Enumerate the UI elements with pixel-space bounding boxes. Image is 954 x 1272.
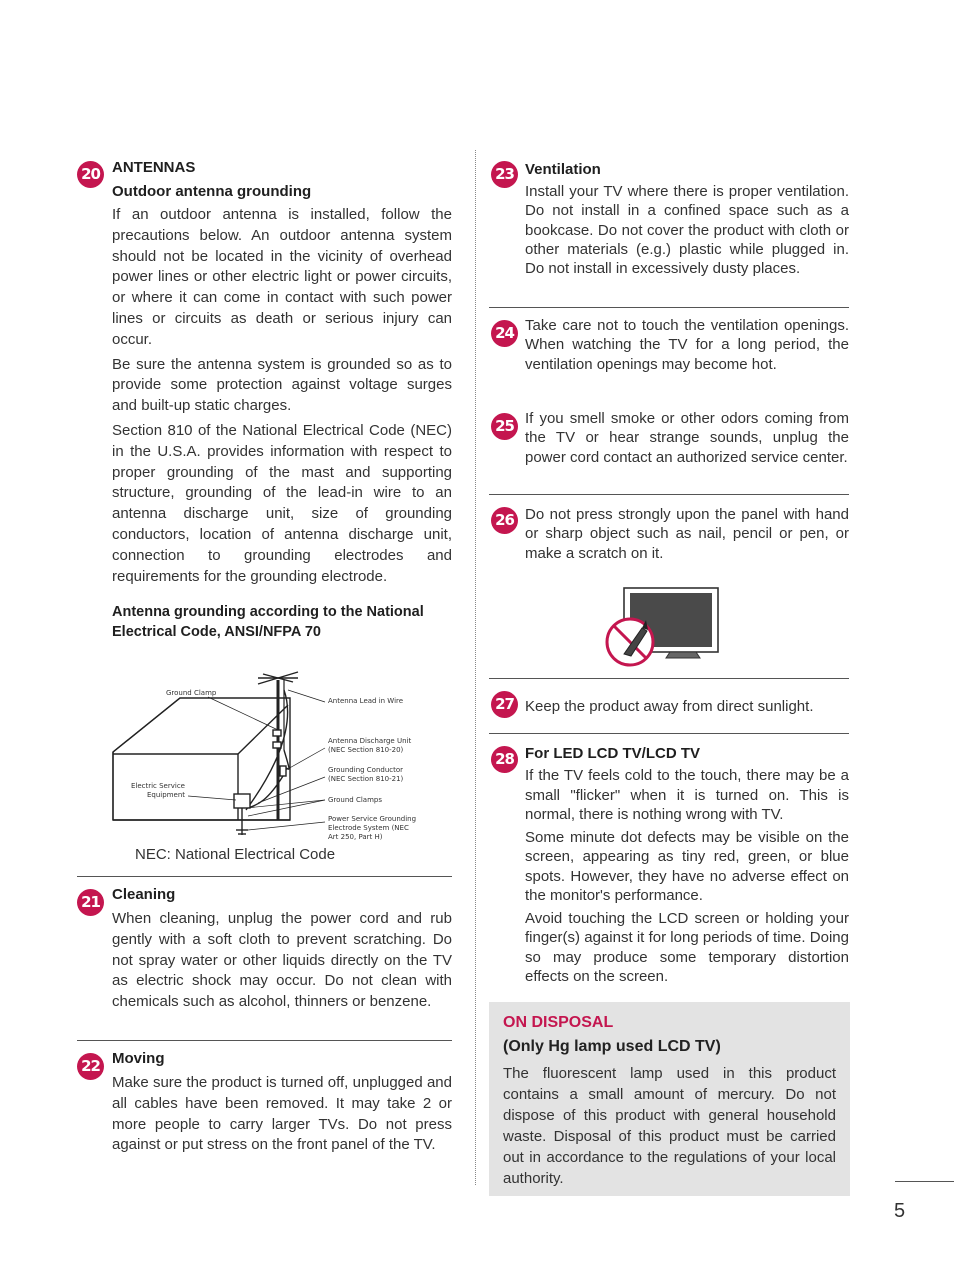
item-number-badge: 25	[491, 413, 518, 440]
paragraph: Avoid touching the LCD screen or holding your finger(s) against it for long periods of time. Doing so may produce some temporary distortion effects on the screen.	[525, 909, 849, 985]
item-number-badge: 26	[491, 507, 518, 534]
section-title: Cleaning	[112, 886, 176, 903]
label-conductor: Grounding Conductor (NEC Section 810-21)	[328, 766, 404, 783]
section-title: Ventilation	[525, 161, 601, 178]
label-electrode: Power Service Grounding Electrode System (NEC Art 250, Part H)	[328, 815, 417, 841]
column-separator	[475, 150, 476, 1185]
item-number-badge: 22	[77, 1053, 104, 1080]
antenna-grounding-diagram	[108, 670, 448, 850]
divider	[77, 1040, 452, 1041]
paragraph: If an outdoor antenna is installed, follow the precautions below. An outdoor antenna system should not be located in the vicinity of overhead power lines or other electric light or power circuits, or where it can come in contact with such power lines or circuits as death or serious injury can occur.	[112, 206, 452, 348]
section-antennas	[112, 158, 452, 642]
item-number-badge: 21	[77, 889, 104, 916]
section-subtitle: Outdoor antenna grounding	[112, 183, 312, 200]
item-number-badge: 23	[491, 161, 518, 188]
tv-prohibited-icon	[600, 584, 725, 670]
section-ventilation-openings: Take care not to touch the ventilation openings. When watching the TV for a long period, the ventilation openings may become hot.	[525, 317, 849, 373]
item-number-badge: 20	[77, 161, 104, 188]
disposal-box	[489, 1002, 850, 1196]
tv-no-scratch-illustration	[600, 584, 725, 670]
paragraph: Some minute dot defects may be visible on the screen, appearing as tiny red, green, or blue spots. However, they have no adverse effect on the monitor's performance.	[525, 828, 849, 904]
item-number-badge: 27	[491, 691, 518, 718]
section-panel: Do not press strongly upon the panel with hand or sharp object such as nail, pencil or pen, or make a scratch on it.	[525, 506, 849, 562]
section-smoke: If you smell smoke or other odors coming from the TV or hear strange sounds, unplug the power cord contact an authorized service center.	[525, 410, 849, 466]
label-lead-in: Antenna Lead in Wire	[328, 697, 404, 705]
label-ground-clamp: Ground Clamp	[166, 689, 217, 697]
item-number-badge: 24	[491, 320, 518, 347]
label-service: Electric Service Equipment	[130, 782, 185, 799]
page-number-rule	[895, 1181, 954, 1182]
item-number-badge: 28	[491, 746, 518, 773]
label-ground-clamps: Ground Clamps	[328, 796, 383, 804]
diagram-heading: Antenna grounding according to the National Electrical Code, ANSI/NFPA 70	[112, 604, 424, 641]
section-title: For LED LCD TV/LCD TV	[525, 745, 700, 762]
section-lcd	[525, 744, 849, 987]
label-discharge: Antenna Discharge Unit (NEC Section 810-20)	[328, 737, 412, 754]
divider	[489, 307, 849, 308]
disposal-subtitle: (Only Hg lamp used LCD TV)	[503, 1038, 721, 1055]
paragraph: Make sure the product is turned off, unplugged and all cables have been removed. It may take 2 or more people to carry larger TVs. Do not press against or put stress on the front panel of the TV.	[112, 1074, 452, 1154]
paragraph: If the TV feels cold to the touch, there may be a small "flicker" when it is turned on. This is normal, there is nothing wrong with TV.	[525, 767, 849, 823]
paragraph: Section 810 of the National Electrical Code (NEC) in the U.S.A. provides information with respect to proper grounding of the mast and supporting structure, grounding of the lead-in wire to an antenna discharge unit, size of grounding conductors, location of antenna discharge unit, connection to grounding electrodes and requirements for the grounding electrode.	[112, 421, 452, 585]
paragraph: Install your TV where there is proper ventilation. Do not install in a confined space such as a bookcase. Do not cover the product with cloth or other materials (e.g.) plastic while plugged in. Do not install in excessively dusty places.	[525, 183, 849, 278]
section-cleaning	[112, 885, 452, 1013]
paragraph: Be sure the antenna system is grounded so as to provide some protection against voltage surges and built-up static charges.	[112, 355, 452, 415]
disposal-title: ON DISPOSAL	[503, 1014, 614, 1031]
section-moving	[112, 1049, 452, 1156]
disposal-body: The fluorescent lamp used in this product contains a small amount of mercury. Do not dispose of this product with general household waste. Disposal of this product must be carried out in accordance to the regulations of your local authority.	[503, 1065, 836, 1187]
divider	[489, 678, 849, 679]
section-ventilation	[525, 160, 849, 278]
divider	[489, 733, 849, 734]
section-title: ANTENNAS	[112, 159, 196, 176]
divider	[77, 876, 452, 877]
divider	[489, 494, 849, 495]
section-sunlight: Keep the product away from direct sunlight.	[525, 698, 814, 715]
page-number: 5	[894, 1200, 906, 1222]
paragraph: When cleaning, unplug the power cord and rub gently with a soft cloth to prevent scratching. Do not spray water or other liquids directly on the TV as electric shock may occur. Do not clean with chemicals such as alcohol, thinners or benzene.	[112, 910, 452, 1011]
section-title: Moving	[112, 1050, 165, 1067]
diagram-caption: NEC: National Electrical Code	[135, 846, 336, 863]
